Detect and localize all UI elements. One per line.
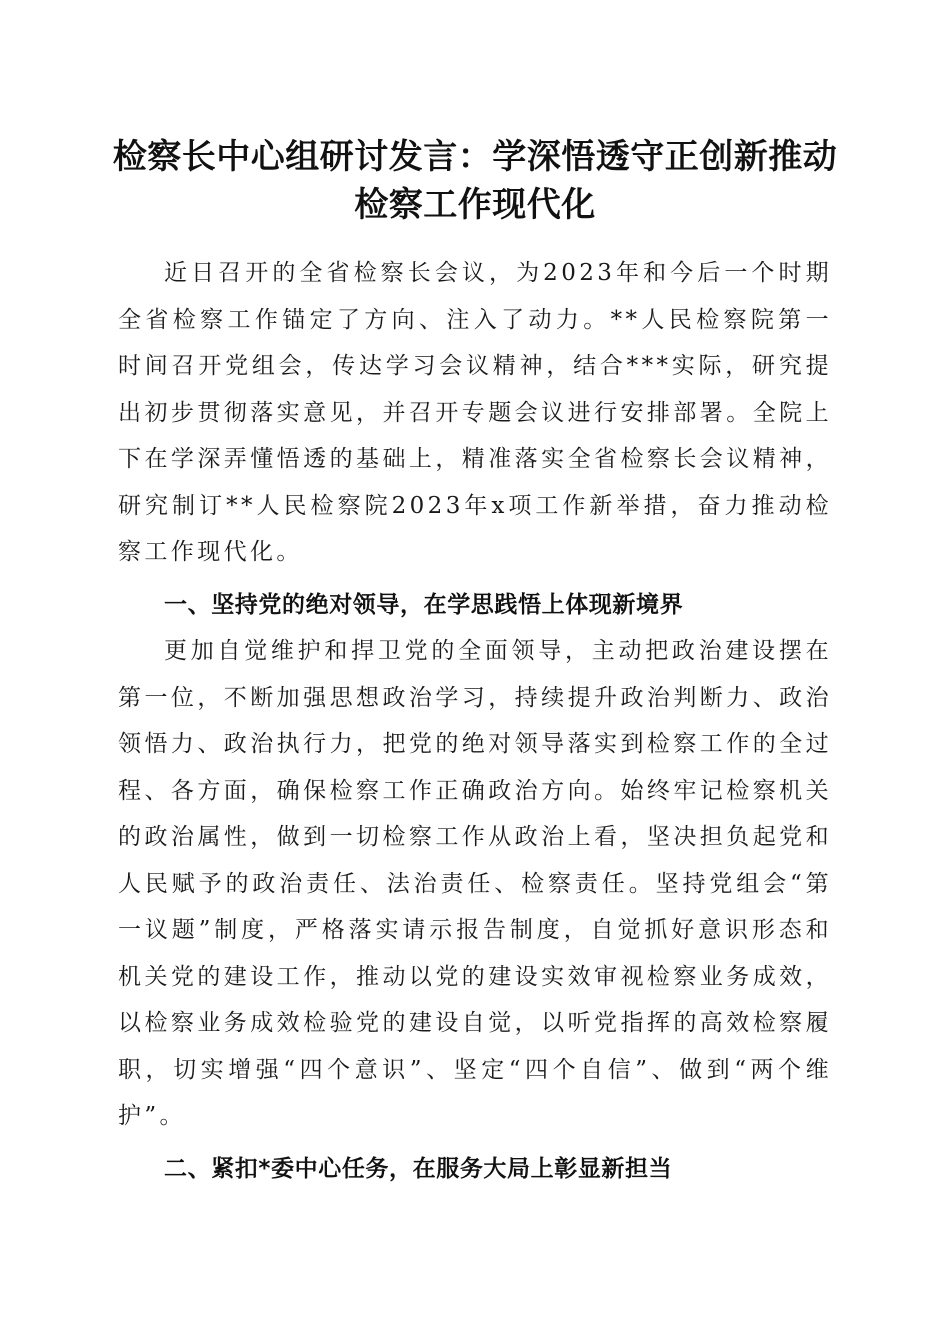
section-1-paragraph: 更加自觉维护和捍卫党的全面领导，主动把政治建设摆在第一位，不断加强思想政治学习，持续提升政治判断力、政治领悟力、政治执行力，把党的绝对领导落实到检察工作的全过程、各方面，确保检察工作正确政治方向。始终牢记检察机关的政治属性，做到一切检察工作从政治上看，坚决担负起党和人民赋予的政治责任、法治责任、检察责任。坚持党组会“第一议题”制度，严格落实请示报告制度，自觉抓好意识形态和机关党的建设工作，推动以党的建设实效审视检察业务成效，以检察业务成效检验党的建设自觉，以听党指挥的高效检察履职，切实增强“四个意识”、坚定“四个自信”、做到“两个维护”。 <box>118 638 832 1129</box>
document-title: 检察长中心组研讨发言：学深悟透守正创新推动检察工作现代化 <box>112 137 838 225</box>
section-2-heading: 二、紧扣*委中心任务，在服务大局上彰显新担当 <box>164 1155 673 1182</box>
intro-paragraph: 近日召开的全省检察长会议，为2023年和今后一个时期全省检察工作锚定了方向、注入了动力。**人民检察院第一时间召开党组会，传达学习会议精神，结合***实际，研究提出初步贯彻落实意见，并召开专题会议进行安排部署。全院上下在学深弄懂悟透的基础上，精准落实全省检察长会议精神，研究制订**人民检察院2023年x项工作新举措，奋力推动检察工作现代化。 <box>118 260 832 565</box>
section-1-heading: 一、坚持党的绝对领导，在学思践悟上体现新境界 <box>164 591 684 618</box>
document-body <box>118 250 832 1192</box>
